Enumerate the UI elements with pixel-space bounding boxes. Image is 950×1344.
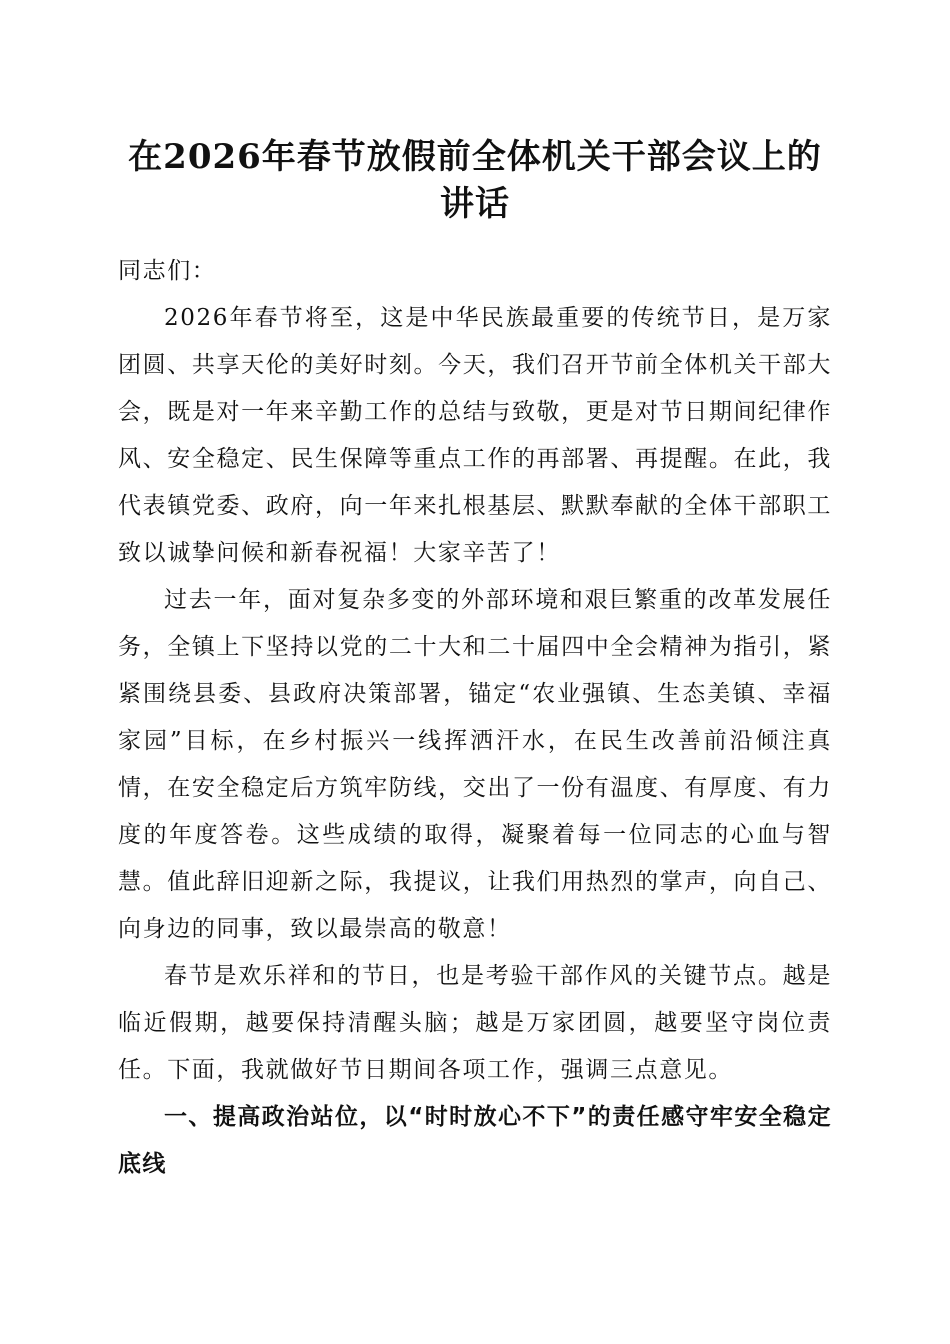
speech-body [118, 248, 832, 1188]
salutation: 同志们： [118, 258, 217, 284]
title-line-2: 讲话 [440, 184, 510, 224]
section-heading-1: 一、提高政治站位，以“时时放心不下”的责任感守牢安全稳定底线 [118, 1104, 832, 1177]
paragraph-opening: 2026年春节将至，这是中华民族最重要的传统节日，是万家团圆、共享天伦的美好时刻。今天，我们召开节前全体机关干部大会，既是对一年来辛勤工作的总结与致敬，更是对节日期间纪律作风、安全稳定、民生保障等重点工作的再部署、再提醒。在此，我代表镇党委、政府，向一年来扎根基层、默默奉献的全体干部职工致以诚挚问候和新春祝福！大家辛苦了！ [118, 305, 832, 566]
speech-title [118, 134, 832, 228]
paragraph-transition: 春节是欢乐祥和的节日，也是考验干部作风的关键节点。越是临近假期，越要保持清醒头脑；越是万家团圆，越要坚守岗位责任。下面，我就做好节日期间各项工作，强调三点意见。 [118, 963, 832, 1083]
title-line-1: 在2026年春节放假前全体机关干部会议上的 [128, 137, 822, 177]
paragraph-review: 过去一年，面对复杂多变的外部环境和艰巨繁重的改革发展任务，全镇上下坚持以党的二十大和二十届四中全会精神为指引，紧紧围绕县委、县政府决策部署，锚定“农业强镇、生态美镇、幸福家园”目标，在乡村振兴一线挥洒汗水，在民生改善前沿倾注真情，在安全稳定后方筑牢防线，交出了一份有温度、有厚度、有力度的年度答卷。这些成绩的取得，凝聚着每一位同志的心血与智慧。值此辞旧迎新之际，我提议，让我们用热烈的掌声，向自己、向身边的同事，致以最崇高的敬意！ [118, 587, 832, 942]
